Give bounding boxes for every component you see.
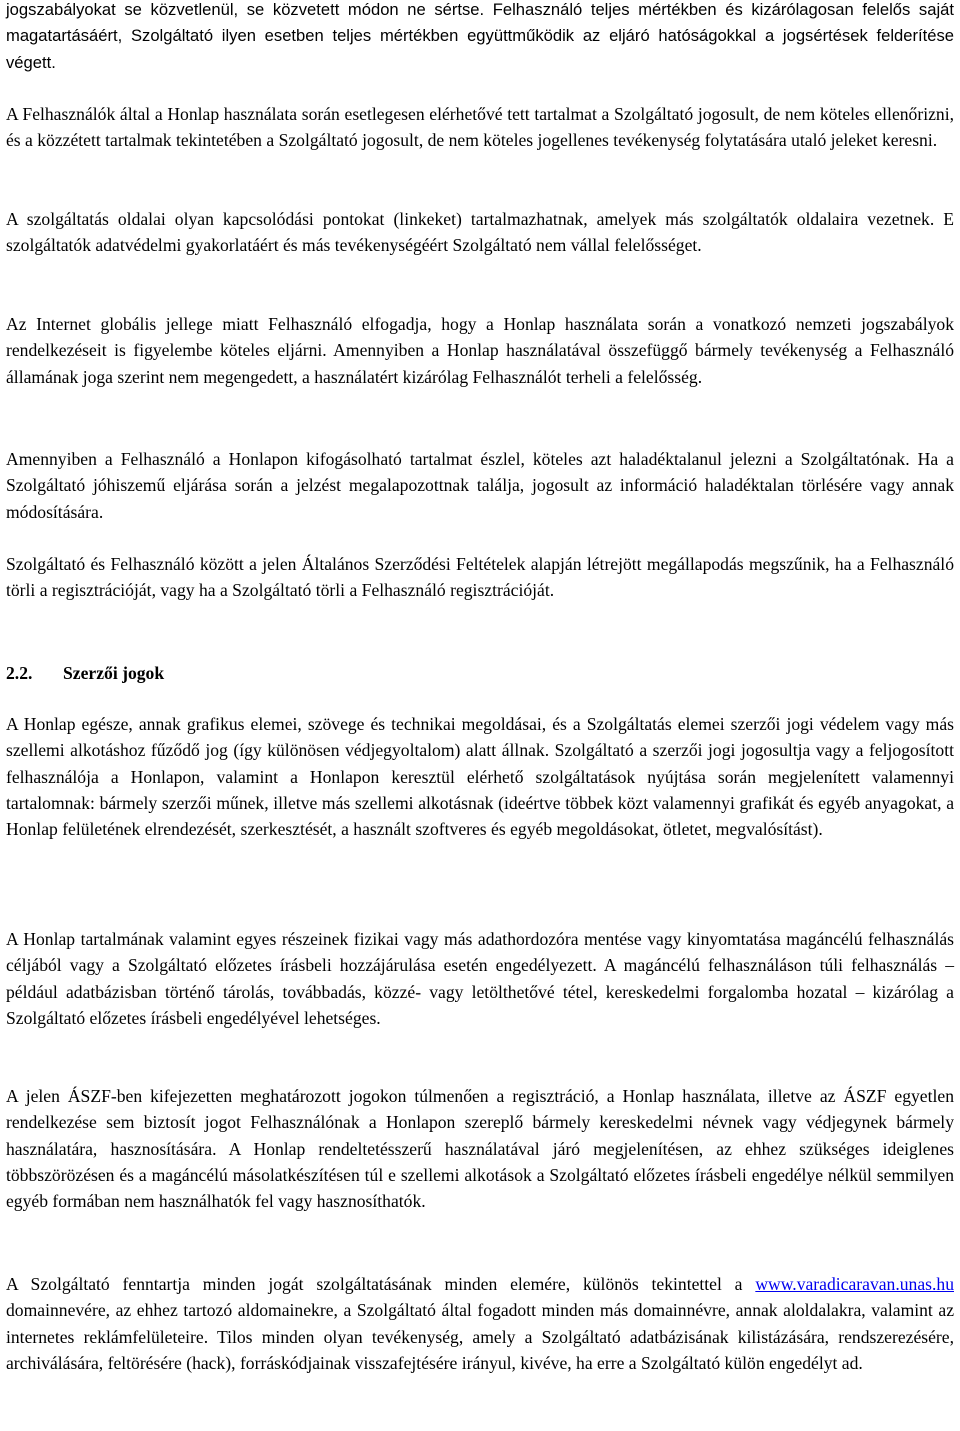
- paragraph-reserved-rights-text-end: domainnevére, az ehhez tartozó aldomainekre, a Szolgáltató által fogadott minden más domainnévre, annak aloldalakra, valamint az internetes reklámfelületeire. Tilos minden olyan tevékenység, amely a Szolgáltató adatbázisának kilistázására, rendszerezésére, archiválására, feltörésére (hack), forráskódjainak visszafejtésére irányul, kivéve, ha erre a Szolgáltató külön engedélyt ad.: [6, 1300, 954, 1373]
- section-number: 2.2.: [6, 663, 33, 683]
- section-heading: [6, 660, 164, 686]
- paragraph-external-links: A szolgáltatás oldalai olyan kapcsolódási pontokat (linkeket) tartalmazhatnak, amelyek más szolgáltatók oldalaira vezetnek. E szolgáltatók adatvédelmi gyakorlatáért és más tevékenységéért Szolgáltató nem vállal felelősséget.: [6, 209, 954, 256]
- paragraph-agreement-termination: Szolgáltató és Felhasználó között a jelen Általános Szerződési Feltételek alapján létrejött megállapodás megszűnik, ha a Felhasználó törli a regisztrációját, vagy ha a Szolgáltató törli a Felhasználó regisztrációját.: [6, 554, 954, 601]
- paragraph-reserved-rights-text-start: A Szolgáltató fenntartja minden jogát szolgáltatásának minden elemére, különös tekintettel a: [6, 1274, 756, 1294]
- section-title: Szerzői jogok: [63, 663, 165, 683]
- domain-link[interactable]: www.varadicaravan.unas.hu: [755, 1274, 954, 1294]
- paragraph-content-monitoring: A Felhasználók által a Honlap használata során esetlegesen elérhetővé tett tartalmat a Szolgáltató jogosult, de nem köteles ellenőrizni, és a közzétett tartalmak tekintetében a Szolgáltató jogosult, de nem köteles jogellenes tevékenység folytatására utaló jeleket keresni.: [6, 104, 954, 151]
- paragraph-reserved-rights: [6, 1271, 954, 1376]
- paragraph-no-rights-granted: A jelen ÁSZF-ben kifejezetten meghatározott jogokon túlmenően a regisztráció, a Honlap használata, illetve az ÁSZF egyetlen rendelkezése sem biztosít jogot Felhasználónak a Honlapon szereplő bármely kereskedelmi névnek vagy védjegynek bármely használatára, hasznosítására. A Honlap rendeltetésszerű használatával járó megjelenítésen, az ehhez szükséges ideiglenes többszörözésen és a magáncélú másolatkészítésen túl e szellemi alkotások a Szolgáltató előzetes írásbeli engedélye nélkül semmilyen egyéb formában nem használhatók fel vagy hasznosíthatók.: [6, 1086, 954, 1212]
- paragraph-private-use: A Honlap tartalmának valamint egyes részeinek fizikai vagy más adathordozóra mentése vagy kinyomtatása magáncélú felhasználás céljából vagy a Szolgáltató előzetes írásbeli hozzájárulása esetén engedélyezett. A magáncélú felhasználáson túli felhasználás – például adatbázisban történő tárolás, továbbadás, közzé- vagy letölthetővé tétel, kereskedelmi forgalomba hozatal – kizárólag a Szolgáltató előzetes írásbeli engedélyével lehetséges.: [6, 929, 954, 1028]
- paragraph-objectionable-content: Amennyiben a Felhasználó a Honlapon kifogásolható tartalmat észlel, köteles azt haladéktalanul jelezni a Szolgáltatónak. Ha a Szolgáltató jóhiszemű eljárása során a jelzést megalapozottnak találja, jogosult az információ haladéktalan törlésére vagy annak módosítására.: [6, 449, 954, 522]
- paragraph-copyright-scope: A Honlap egésze, annak grafikus elemei, szövege és technikai megoldásai, és a Szolgáltatás elemei szerzői jogi védelem vagy más szellemi alkotáshoz fűződő jog (így különösen védjegyoltalom) alatt állnak. Szolgáltató a szerzői jogi jogosultja vagy a feljogosított felhasználója a Honlapon, valamint a Honlapon keresztül elérhető szolgáltatások nyújtása során megjelenített valamennyi tartalomnak: bármely szerzői műnek, illetve más szellemi alkotásnak (ideértve többek közt valamennyi grafikát és egyéb anyagokat, a Honlap felületének elrendezését, szerkesztését, a használt szoftveres és egyéb megoldásokat, ötletet, megvalósítást).: [6, 714, 954, 840]
- paragraph-law-compliance: jogszabályokat se közvetlenül, se közvetett módon ne sértse. Felhasználó teljes mértékben és kizárólagosan felelős saját magatartásáért, Szolgáltató ilyen esetben teljes mértékben együttműködik az eljáró hatóságokkal a jogsértések felderítése végett.: [6, 0, 954, 72]
- paragraph-national-laws: Az Internet globális jellege miatt Felhasználó elfogadja, hogy a Honlap használata során a vonatkozó nemzeti jogszabályok rendelkezéseit is figyelembe köteles eljárni. Amennyiben a Honlap használatával összefüggő bármely tevékenység a Felhasználó államának joga szerint nem megengedett, a használatért kizárólag Felhasználót terheli a felelősség.: [6, 314, 954, 387]
